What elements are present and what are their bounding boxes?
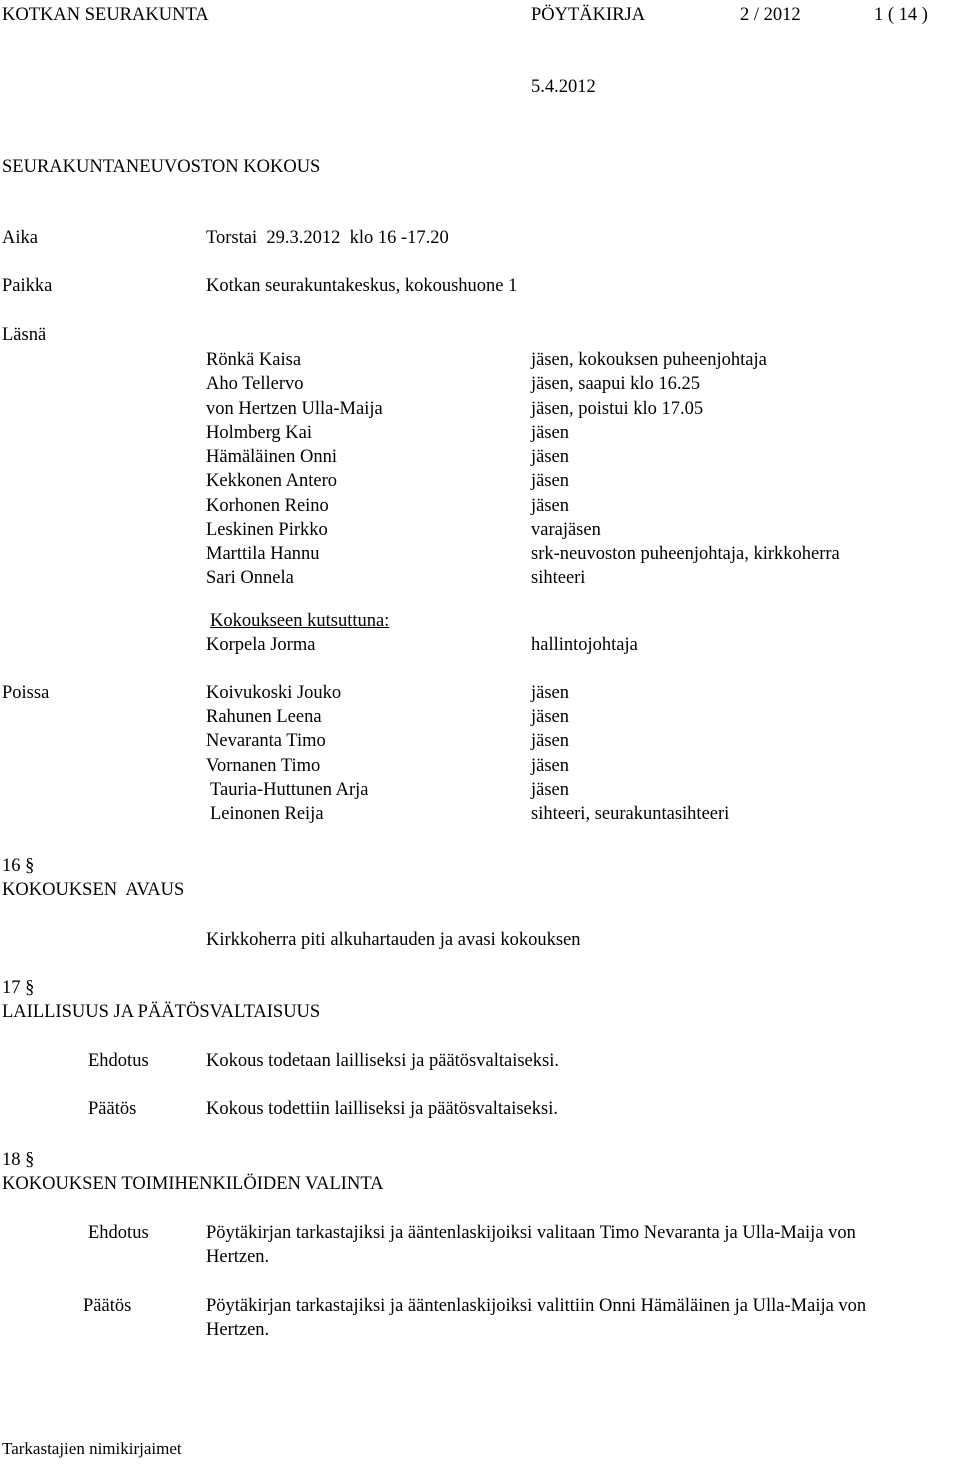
member-name: von Hertzen Ulla-Maija (206, 399, 383, 419)
member-name: Hämäläinen Onni (206, 447, 337, 467)
section-number: 17 § (2, 978, 35, 998)
member-name: Aho Tellervo (206, 374, 304, 394)
section-number: 16 § (2, 856, 35, 876)
member-name: Holmberg Kai (206, 423, 313, 443)
absent-role: jäsen (531, 756, 570, 776)
doc-number: 2 / 2012 (740, 5, 801, 25)
absent-name: Leinonen Reija (210, 804, 324, 824)
page-number: 1 ( 14 ) (874, 5, 928, 25)
ehdotus-text: Kokous todetaan lailliseksi ja päätösvaltaiseksi. (206, 1051, 559, 1071)
member-name: Sari Onnela (206, 568, 294, 588)
org-name: KOTKAN SEURAKUNTA (2, 5, 209, 25)
ehdotus-label: Ehdotus (88, 1051, 149, 1071)
invited-name: Korpela Jorma (206, 635, 316, 655)
paikka-value: Kotkan seurakuntakeskus, kokoushuone 1 (206, 276, 518, 296)
member-role: jäsen (531, 496, 570, 516)
section-number: 18 § (2, 1150, 35, 1170)
member-role: jäsen, poistui klo 17.05 (531, 399, 704, 419)
member-name: Korhonen Reino (206, 496, 329, 516)
poissa-label: Poissa (2, 683, 50, 703)
absent-name: Tauria-Huttunen Arja (210, 780, 369, 800)
paikka-label: Paikka (2, 276, 53, 296)
absent-role: jäsen (531, 731, 570, 751)
absent-role: jäsen (531, 707, 570, 727)
member-role: varajäsen (531, 520, 601, 540)
invited-label: Kokoukseen kutsuttuna: (210, 611, 390, 631)
section-title: KOKOUKSEN TOIMIHENKILÖIDEN VALINTA (2, 1174, 384, 1194)
absent-name: Rahunen Leena (206, 707, 322, 727)
absent-name: Vornanen Timo (206, 756, 321, 776)
document-date: 5.4.2012 (531, 77, 596, 97)
ehdotus-text: Hertzen. (206, 1247, 270, 1267)
member-name: Leskinen Pirkko (206, 520, 328, 540)
ehdotus-text: Pöytäkirjan tarkastajiksi ja ääntenlaskijoiksi valitaan Timo Nevaranta ja Ulla-Maija von (206, 1223, 856, 1243)
signatures-label: Tarkastajien nimikirjaimet (2, 1439, 182, 1458)
section-title: LAILLISUUS JA PÄÄTÖSVALTAISUUS (2, 1002, 321, 1022)
document-title: SEURAKUNTANEUVOSTON KOKOUS (2, 157, 321, 177)
member-role: srk-neuvoston puheenjohtaja, kirkkoherra (531, 544, 840, 564)
paatos-label: Päätös (88, 1099, 137, 1119)
member-name: Kekkonen Antero (206, 471, 338, 491)
aika-label: Aika (2, 228, 38, 248)
absent-role: jäsen (531, 683, 570, 703)
invited-role: hallintojohtaja (531, 635, 638, 655)
absent-name: Koivukoski Jouko (206, 683, 342, 703)
paatos-text: Pöytäkirjan tarkastajiksi ja ääntenlaskijoiksi valittiin Onni Hämäläinen ja Ulla-Maija von (206, 1296, 867, 1316)
member-role: jäsen, kokouksen puheenjohtaja (531, 350, 767, 370)
member-role: jäsen (531, 423, 570, 443)
member-name: Rönkä Kaisa (206, 350, 302, 370)
lasna-label: Läsnä (2, 325, 47, 345)
absent-name: Nevaranta Timo (206, 731, 326, 751)
section-text: Kirkkoherra piti alkuhartauden ja avasi kokouksen (206, 930, 581, 950)
paatos-text: Kokous todettiin lailliseksi ja päätösvaltaiseksi. (206, 1099, 558, 1119)
member-role: jäsen (531, 447, 570, 467)
ehdotus-label: Ehdotus (88, 1223, 149, 1243)
aika-value: Torstai 29.3.2012 klo 16 -17.20 (206, 228, 449, 248)
paatos-label: Päätös (83, 1296, 132, 1316)
member-role: sihteeri (531, 568, 586, 588)
doc-type: PÖYTÄKIRJA (531, 5, 646, 25)
section-title: KOKOUKSEN AVAUS (2, 880, 185, 900)
absent-role: jäsen (531, 780, 570, 800)
paatos-text: Hertzen. (206, 1320, 270, 1340)
member-role: jäsen, saapui klo 16.25 (531, 374, 701, 394)
member-name: Marttila Hannu (206, 544, 320, 564)
member-role: jäsen (531, 471, 570, 491)
absent-role: sihteeri, seurakuntasihteeri (531, 804, 730, 824)
